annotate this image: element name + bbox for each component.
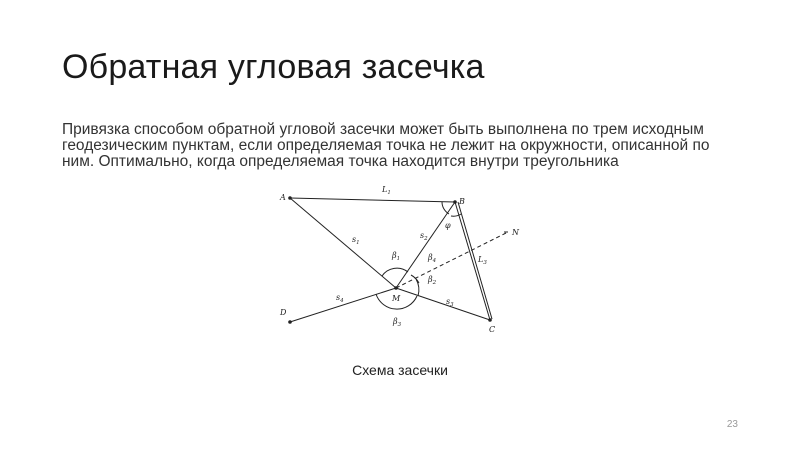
page-number: 23: [726, 419, 738, 430]
line-m-n-dashed: [396, 232, 508, 288]
label-a: A: [280, 193, 286, 202]
diagram-svg: [270, 180, 550, 350]
label-l1: $L_1$: [382, 185, 391, 196]
label-beta1: $\beta_1$: [392, 251, 401, 262]
label-s2: $s_2$: [420, 231, 428, 242]
body-line-2: геодезическим пунктам, если определяемая точка не лежит на окружности, описанной по: [62, 137, 710, 154]
point-d: [288, 320, 292, 324]
line-b-c-double: [458, 202, 492, 319]
slide-title: Обратная угловая засечка: [62, 48, 485, 86]
line-d-m: [290, 288, 396, 322]
label-c: C: [489, 325, 496, 334]
point-c: [488, 318, 492, 322]
label-beta3: $\beta_3$: [393, 317, 402, 328]
label-m: M: [392, 294, 401, 303]
line-b-m: [396, 202, 455, 288]
label-beta2: $\beta_2$: [428, 275, 437, 286]
label-phi: φ: [445, 221, 451, 230]
body-line-3: ним. Оптимально, когда определяемая точка находится внутри треугольника: [62, 153, 619, 170]
arc-beta1: [382, 268, 408, 276]
point-m: [394, 286, 398, 290]
point-b: [453, 200, 457, 204]
label-s3: $s_3$: [446, 297, 454, 308]
slide-body-text: [62, 122, 752, 170]
label-l3: $L_3$: [478, 255, 487, 266]
body-line-1: Привязка способом обратной угловой засечки может быть выполнена по трем исходным: [62, 121, 704, 138]
line-a-b: [290, 198, 455, 202]
line-a-m: [290, 198, 396, 288]
label-beta4: $\beta_4$: [428, 253, 437, 264]
resection-diagram: [270, 180, 550, 350]
label-s1: $s_1$: [352, 235, 360, 246]
label-d: D: [280, 308, 287, 317]
figure-caption: Схема засечки: [352, 362, 448, 378]
line-m-c: [396, 288, 490, 320]
label-n: N: [512, 228, 519, 237]
label-s4: $s_4$: [336, 293, 344, 304]
label-b: B: [459, 197, 465, 206]
point-a: [288, 196, 292, 200]
